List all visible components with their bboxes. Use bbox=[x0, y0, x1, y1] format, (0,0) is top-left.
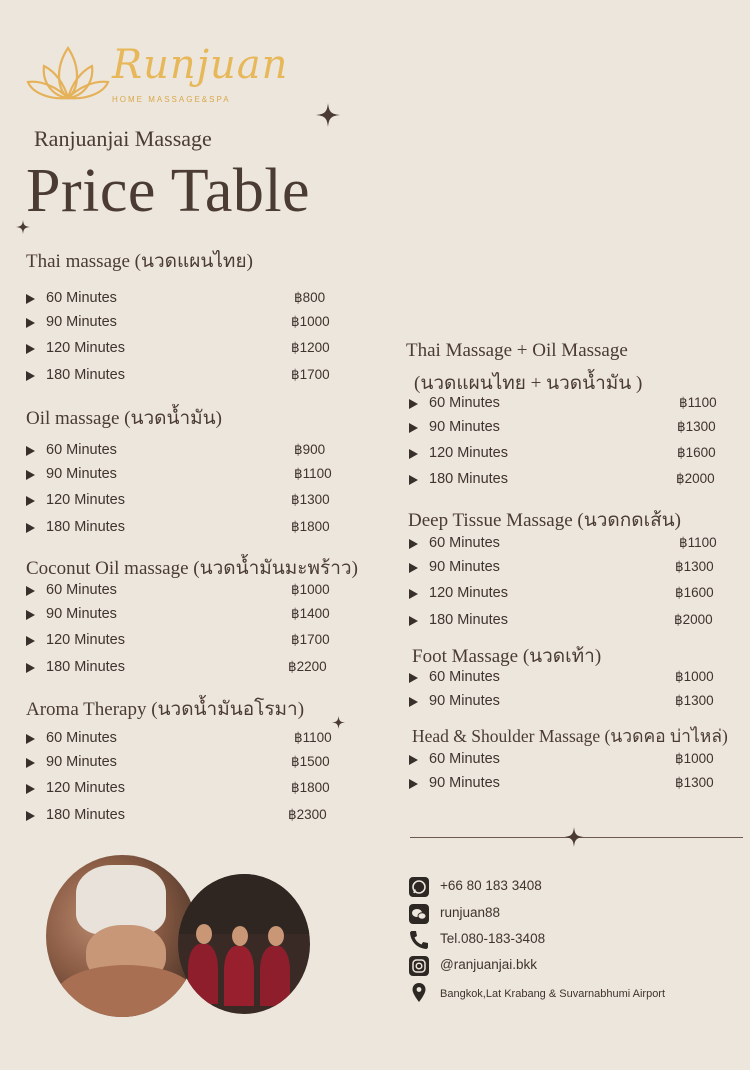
bullet-triangle-icon bbox=[409, 475, 418, 485]
list-item bbox=[26, 367, 336, 387]
duration: 90 Minutes bbox=[46, 754, 117, 770]
brand-name: Ranjuanjai Massage bbox=[34, 126, 212, 151]
bullet-triangle-icon bbox=[26, 371, 35, 381]
bullet-triangle-icon bbox=[409, 673, 418, 683]
duration: 60 Minutes bbox=[429, 751, 500, 767]
list-item bbox=[26, 582, 336, 602]
bullet-triangle-icon bbox=[26, 446, 35, 456]
list-item bbox=[26, 314, 336, 334]
bullet-triangle-icon bbox=[409, 616, 418, 626]
list-item bbox=[409, 585, 729, 605]
price: ฿1000 bbox=[291, 314, 330, 329]
list-item bbox=[26, 340, 336, 360]
price: ฿1300 bbox=[677, 419, 716, 434]
price: ฿2000 bbox=[674, 612, 713, 627]
section-title-aroma-therapy: Aroma Therapy (นวดน้ำมันอโรมา) bbox=[26, 699, 305, 720]
list-item bbox=[409, 559, 729, 579]
page-title: Price Table bbox=[26, 157, 311, 225]
duration: 90 Minutes bbox=[46, 314, 117, 330]
duration: 90 Minutes bbox=[46, 466, 117, 482]
bullet-triangle-icon bbox=[26, 318, 35, 328]
duration: 120 Minutes bbox=[46, 492, 125, 508]
bullet-triangle-icon bbox=[26, 636, 35, 646]
price: ฿1100 bbox=[679, 395, 717, 410]
section-title-thai-massage: Thai massage (นวดแผนไทย) bbox=[26, 251, 253, 272]
whatsapp-icon bbox=[408, 876, 430, 898]
duration: 120 Minutes bbox=[429, 585, 508, 601]
price: ฿900 bbox=[294, 442, 326, 457]
bullet-triangle-icon bbox=[26, 523, 35, 533]
bullet-triangle-icon bbox=[26, 663, 35, 673]
instagram-icon bbox=[408, 955, 430, 977]
price: ฿1000 bbox=[675, 751, 714, 766]
bullet-triangle-icon bbox=[26, 496, 35, 506]
list-item bbox=[409, 775, 729, 795]
list-item bbox=[409, 669, 729, 689]
bullet-triangle-icon bbox=[26, 758, 35, 768]
staff-photo bbox=[178, 874, 310, 1014]
price: ฿1300 bbox=[675, 775, 714, 790]
list-item bbox=[26, 290, 336, 310]
bullet-triangle-icon bbox=[409, 755, 418, 765]
bullet-triangle-icon bbox=[409, 423, 418, 433]
bullet-triangle-icon bbox=[26, 811, 35, 821]
bullet-triangle-icon bbox=[26, 586, 35, 596]
section-title-oil-massage: Oil massage (นวดน้ำมัน) bbox=[26, 408, 222, 429]
contact-text: Bangkok,Lat Krabang & Suvarnabhumi Airport bbox=[440, 988, 666, 1000]
list-item bbox=[26, 632, 336, 652]
contact-text: runjuan88 bbox=[440, 905, 501, 920]
price: ฿1000 bbox=[291, 582, 330, 597]
price: ฿1700 bbox=[291, 632, 330, 647]
duration: 60 Minutes bbox=[46, 730, 117, 746]
bullet-triangle-icon bbox=[409, 779, 418, 789]
contact-text: @ranjuanjai.bkk bbox=[440, 957, 538, 972]
price: ฿1600 bbox=[677, 445, 716, 460]
price: ฿1300 bbox=[675, 559, 714, 574]
bullet-triangle-icon bbox=[409, 449, 418, 459]
price: ฿1800 bbox=[291, 519, 330, 534]
duration: 180 Minutes bbox=[46, 659, 125, 675]
duration: 180 Minutes bbox=[46, 519, 125, 535]
sparkle-icon bbox=[316, 103, 340, 132]
duration: 60 Minutes bbox=[429, 535, 500, 551]
massage-photo bbox=[46, 855, 198, 1017]
contact-text: Tel.080-183-3408 bbox=[440, 931, 546, 946]
duration: 60 Minutes bbox=[429, 395, 500, 411]
duration: 90 Minutes bbox=[429, 693, 500, 709]
bullet-triangle-icon bbox=[409, 697, 418, 707]
location-pin-icon bbox=[408, 982, 430, 1004]
list-item bbox=[26, 730, 336, 750]
wechat-icon bbox=[408, 903, 430, 925]
duration: 60 Minutes bbox=[46, 290, 117, 306]
price: ฿2300 bbox=[288, 807, 327, 822]
price: ฿1600 bbox=[675, 585, 714, 600]
list-item bbox=[409, 445, 729, 465]
price: ฿1100 bbox=[679, 535, 717, 550]
bullet-triangle-icon bbox=[409, 399, 418, 409]
list-item bbox=[26, 807, 336, 827]
duration: 60 Minutes bbox=[46, 582, 117, 598]
contact-text: +66 80 183 3408 bbox=[440, 878, 542, 893]
duration: 120 Minutes bbox=[46, 340, 125, 356]
bullet-triangle-icon bbox=[26, 734, 35, 744]
bullet-triangle-icon bbox=[26, 784, 35, 794]
list-item bbox=[409, 419, 729, 439]
list-item bbox=[26, 519, 336, 539]
price: ฿1500 bbox=[291, 754, 330, 769]
duration: 180 Minutes bbox=[429, 612, 508, 628]
list-item bbox=[409, 535, 729, 555]
duration: 180 Minutes bbox=[429, 471, 508, 487]
bullet-triangle-icon bbox=[409, 563, 418, 573]
bullet-triangle-icon bbox=[409, 539, 418, 549]
duration: 120 Minutes bbox=[46, 632, 125, 648]
bullet-triangle-icon bbox=[26, 470, 35, 480]
duration: 90 Minutes bbox=[429, 559, 500, 575]
bullet-triangle-icon bbox=[26, 610, 35, 620]
price: ฿1800 bbox=[291, 780, 330, 795]
price: ฿1400 bbox=[291, 606, 330, 621]
price: ฿1100 bbox=[294, 466, 332, 481]
duration: 60 Minutes bbox=[46, 442, 117, 458]
list-item bbox=[409, 612, 729, 632]
duration: 90 Minutes bbox=[429, 419, 500, 435]
bullet-triangle-icon bbox=[26, 294, 35, 304]
duration: 90 Minutes bbox=[429, 775, 500, 791]
section-title-coconut-oil-massage: Coconut Oil massage (นวดน้ำมันมะพร้าว) bbox=[26, 558, 358, 579]
list-item bbox=[26, 492, 336, 512]
list-item bbox=[409, 471, 729, 491]
sparkle-icon bbox=[564, 827, 584, 852]
list-item bbox=[409, 395, 729, 415]
price: ฿1300 bbox=[675, 693, 714, 708]
phone-icon bbox=[408, 929, 430, 951]
duration: 180 Minutes bbox=[46, 367, 125, 383]
bullet-triangle-icon bbox=[26, 344, 35, 354]
list-item bbox=[26, 780, 336, 800]
duration: 60 Minutes bbox=[429, 669, 500, 685]
section-title-foot-massage: Foot Massage (นวดเท้า) bbox=[412, 646, 602, 667]
duration: 120 Minutes bbox=[46, 780, 125, 796]
list-item bbox=[26, 442, 336, 462]
price: ฿1700 bbox=[291, 367, 330, 382]
section-subtitle-thai-oil-massage: (นวดแผนไทย + นวดน้ำมัน ) bbox=[414, 373, 643, 394]
bullet-triangle-icon bbox=[409, 589, 418, 599]
section-title-thai-oil-massage: Thai Massage + Oil Massage bbox=[406, 340, 628, 361]
price: ฿1200 bbox=[291, 340, 330, 355]
price: ฿1300 bbox=[291, 492, 330, 507]
price: ฿2000 bbox=[676, 471, 715, 486]
duration: 120 Minutes bbox=[429, 445, 508, 461]
lotus-logo-icon bbox=[26, 40, 110, 102]
section-title-head-shoulder-massage: Head & Shoulder Massage (นวดคอ บ่าไหล่) bbox=[412, 726, 728, 746]
logo-tagline: HOME MASSAGE&SPA bbox=[112, 95, 231, 104]
price: ฿800 bbox=[294, 290, 326, 305]
list-item bbox=[26, 659, 336, 679]
list-item bbox=[26, 606, 336, 626]
list-item bbox=[409, 751, 729, 771]
list-item bbox=[409, 693, 729, 713]
logo-wordmark: Runjuan bbox=[112, 42, 289, 88]
price: ฿2200 bbox=[288, 659, 327, 674]
section-title-deep-tissue-massage: Deep Tissue Massage (นวดกดเส้น) bbox=[408, 510, 681, 531]
price: ฿1000 bbox=[675, 669, 714, 684]
duration: 90 Minutes bbox=[46, 606, 117, 622]
duration: 180 Minutes bbox=[46, 807, 125, 823]
list-item bbox=[26, 466, 336, 486]
list-item bbox=[26, 754, 336, 774]
price: ฿1100 bbox=[294, 730, 332, 745]
